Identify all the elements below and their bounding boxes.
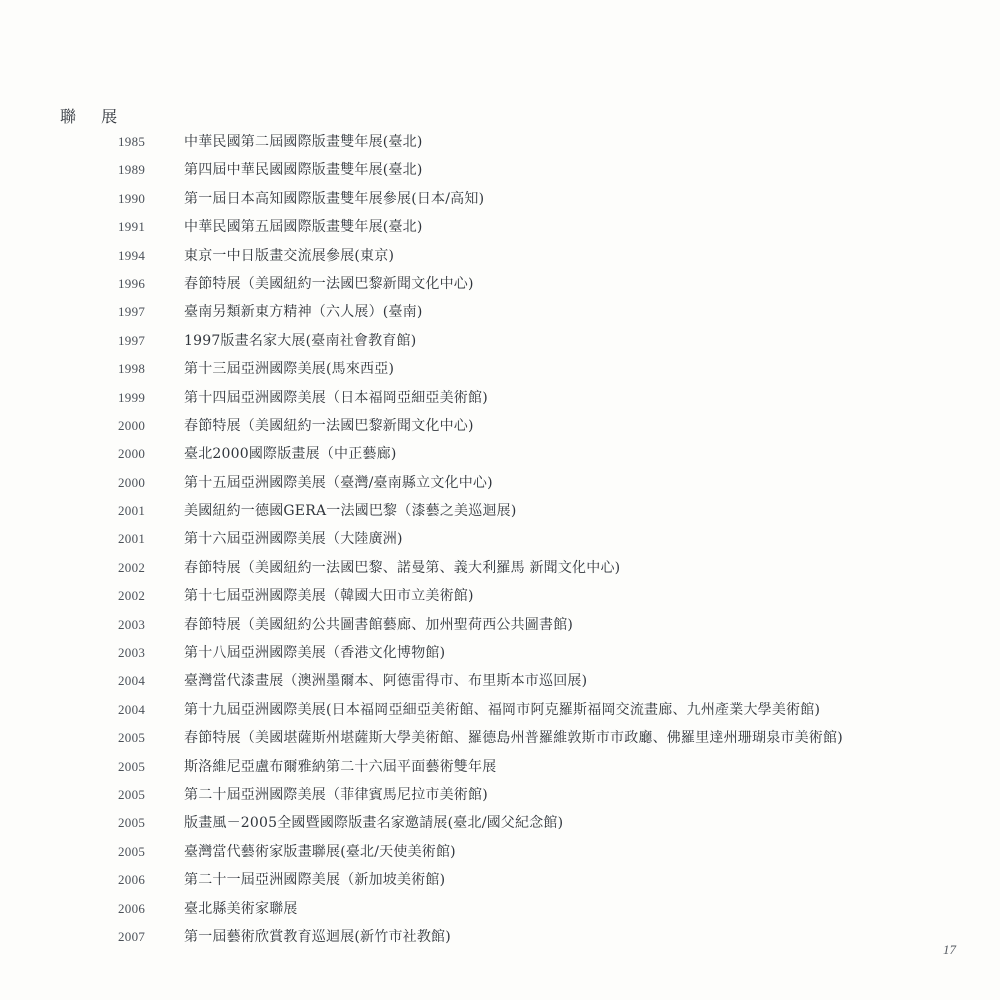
- exhibition-entry: [0, 724, 1000, 752]
- exhibition-entry: [0, 469, 1000, 497]
- exhibition-title: 美國紐約一德國GERA一法國巴黎（漆藝之美巡迴展): [184, 503, 517, 520]
- exhibition-entry: [0, 327, 1000, 355]
- exhibition-year: 2001: [118, 503, 146, 519]
- exhibition-entry: [0, 128, 1000, 156]
- exhibition-entry: [0, 639, 1000, 667]
- exhibition-title: 第二十一屆亞洲國際美展（新加坡美術館): [184, 872, 446, 889]
- exhibition-title: 春節特展（美國紐約一法國巴黎、諾曼第、義大利羅馬 新聞文化中心): [184, 559, 621, 576]
- exhibition-title: 第二十屆亞洲國際美展（菲律賓馬尼拉市美術館): [184, 786, 488, 803]
- exhibition-title: 第一屆日本高知國際版畫雙年展參展(日本/高知): [184, 190, 485, 207]
- exhibition-entry: [0, 895, 1000, 923]
- exhibition-year: 2005: [118, 786, 146, 802]
- exhibition-year: 1985: [118, 134, 146, 149]
- exhibition-entry: [0, 809, 1000, 837]
- exhibition-year: 2003: [118, 616, 146, 632]
- exhibition-year: 2005: [118, 843, 146, 859]
- exhibition-title: 臺南另類新東方精神（六人展）(臺南): [184, 304, 423, 321]
- section-title: 聯 展: [60, 107, 128, 126]
- exhibition-year: 1991: [118, 219, 146, 235]
- exhibition-year: 2001: [118, 531, 146, 547]
- exhibition-year: 1997: [118, 332, 146, 348]
- exhibition-entry: [0, 270, 1000, 298]
- exhibition-entry: [0, 838, 1000, 866]
- exhibition-year: 1998: [118, 361, 146, 377]
- exhibition-entry: [0, 554, 1000, 582]
- exhibition-year: 1989: [118, 162, 146, 178]
- exhibition-title: 春節特展（美國堪薩斯州堪薩斯大學美術館、羅德島州普羅維敦斯市市政廳、佛羅里達州珊瑚泉市美術館): [184, 730, 843, 747]
- exhibition-year: 2002: [118, 559, 146, 575]
- exhibition-title: 版畫風－2005全國暨國際版畫名家邀請展(臺北/國父紀念館): [184, 815, 564, 832]
- exhibition-title: 第一屆藝術欣賞教育巡迴展(新竹市社教館): [184, 928, 451, 945]
- exhibition-year: 1990: [118, 190, 146, 206]
- exhibition-title: 春節特展（美國紐約一法國巴黎新聞文化中心): [184, 275, 474, 292]
- exhibition-title: 東京一中日版畫交流展參展(東京): [184, 247, 395, 264]
- exhibition-entry: [0, 696, 1000, 724]
- exhibition-entry: [0, 866, 1000, 894]
- exhibition-title: 斯洛維尼亞盧布爾雅納第二十六屆平面藝術雙年展: [184, 758, 497, 775]
- exhibition-entry: [0, 611, 1000, 639]
- exhibition-entry: [0, 298, 1000, 326]
- exhibition-entry: [0, 497, 1000, 525]
- exhibition-entry: [0, 440, 1000, 468]
- exhibition-title: 春節特展（美國紐約一法國巴黎新聞文化中心): [184, 417, 474, 434]
- exhibition-title: 臺灣當代漆畫展（澳洲墨爾本、阿德雷得市、布里斯本市巡回展): [184, 673, 588, 690]
- exhibition-year: 2000: [118, 417, 146, 433]
- exhibition-year: 2004: [118, 701, 146, 717]
- exhibition-title: 春節特展（美國紐約公共圖書館藝廊、加州聖荷西公共圖書館): [184, 616, 574, 633]
- exhibition-title: 臺灣當代藝術家版畫聯展(臺北/天使美術館): [184, 843, 456, 860]
- exhibition-year: 2004: [118, 673, 146, 689]
- exhibition-year: 1994: [118, 247, 146, 263]
- exhibition-entry: [0, 213, 1000, 241]
- page-number: 17: [943, 942, 956, 957]
- exhibition-entry: [0, 156, 1000, 184]
- exhibition-entry: [0, 185, 1000, 213]
- exhibition-entry: [0, 923, 1000, 951]
- exhibition-entry: [0, 412, 1000, 440]
- exhibition-year: 1999: [118, 389, 146, 405]
- exhibition-year: 2006: [118, 872, 146, 888]
- exhibition-year: 2007: [118, 928, 146, 944]
- exhibition-entry: [0, 667, 1000, 695]
- exhibition-title: 第十七屆亞洲國際美展（韓國大田市立美術館): [184, 588, 474, 605]
- exhibition-year: 2005: [118, 758, 146, 774]
- exhibition-year: 2000: [118, 474, 146, 490]
- exhibition-year: 2002: [118, 588, 146, 604]
- exhibition-entry: [0, 384, 1000, 412]
- exhibition-title: 第十三屆亞洲國際美展(馬來西亞): [184, 361, 395, 378]
- exhibition-entry: [0, 525, 1000, 553]
- exhibition-title: 臺北縣美術家聯展: [184, 900, 298, 917]
- exhibition-title: 中華民國第五屆國際版畫雙年展(臺北): [184, 219, 423, 236]
- exhibition-entry: [0, 582, 1000, 610]
- exhibition-year: 2005: [118, 815, 146, 831]
- exhibition-year: 2000: [118, 446, 146, 462]
- exhibition-title: 臺北2000國際版畫展（中正藝廊): [184, 446, 397, 463]
- exhibition-entry: [0, 355, 1000, 383]
- exhibition-title: 第十八屆亞洲國際美展（香港文化博物館): [184, 645, 446, 662]
- exhibition-entry: [0, 781, 1000, 809]
- exhibition-entry: [0, 242, 1000, 270]
- exhibition-title: 第四屆中華民國國際版畫雙年展(臺北): [184, 162, 423, 179]
- exhibition-year: 2005: [118, 730, 146, 746]
- exhibition-year: 2003: [118, 645, 146, 661]
- exhibition-title: 第十五屆亞洲國際美展（臺灣/臺南縣立文化中心): [184, 474, 493, 491]
- exhibition-list: [0, 128, 1000, 951]
- exhibition-title: 第十六屆亞洲國際美展（大陸廣洲): [184, 531, 403, 548]
- exhibition-title: 第十九屆亞洲國際美展(日本福岡亞細亞美術館、福岡市阿克羅斯福岡交流畫廊、九州產業大學美術館): [184, 701, 821, 718]
- exhibition-title: 1997版畫名家大展(臺南社會教育館): [184, 332, 417, 349]
- exhibition-year: 1997: [118, 304, 146, 320]
- exhibition-title: 第十四屆亞洲國際美展（日本福岡亞細亞美術館): [184, 389, 488, 406]
- exhibition-title: 中華民國第二屆國際版畫雙年展(臺北): [184, 134, 423, 150]
- exhibition-year: 1996: [118, 275, 146, 291]
- exhibition-entry: [0, 753, 1000, 781]
- exhibition-year: 2006: [118, 900, 146, 916]
